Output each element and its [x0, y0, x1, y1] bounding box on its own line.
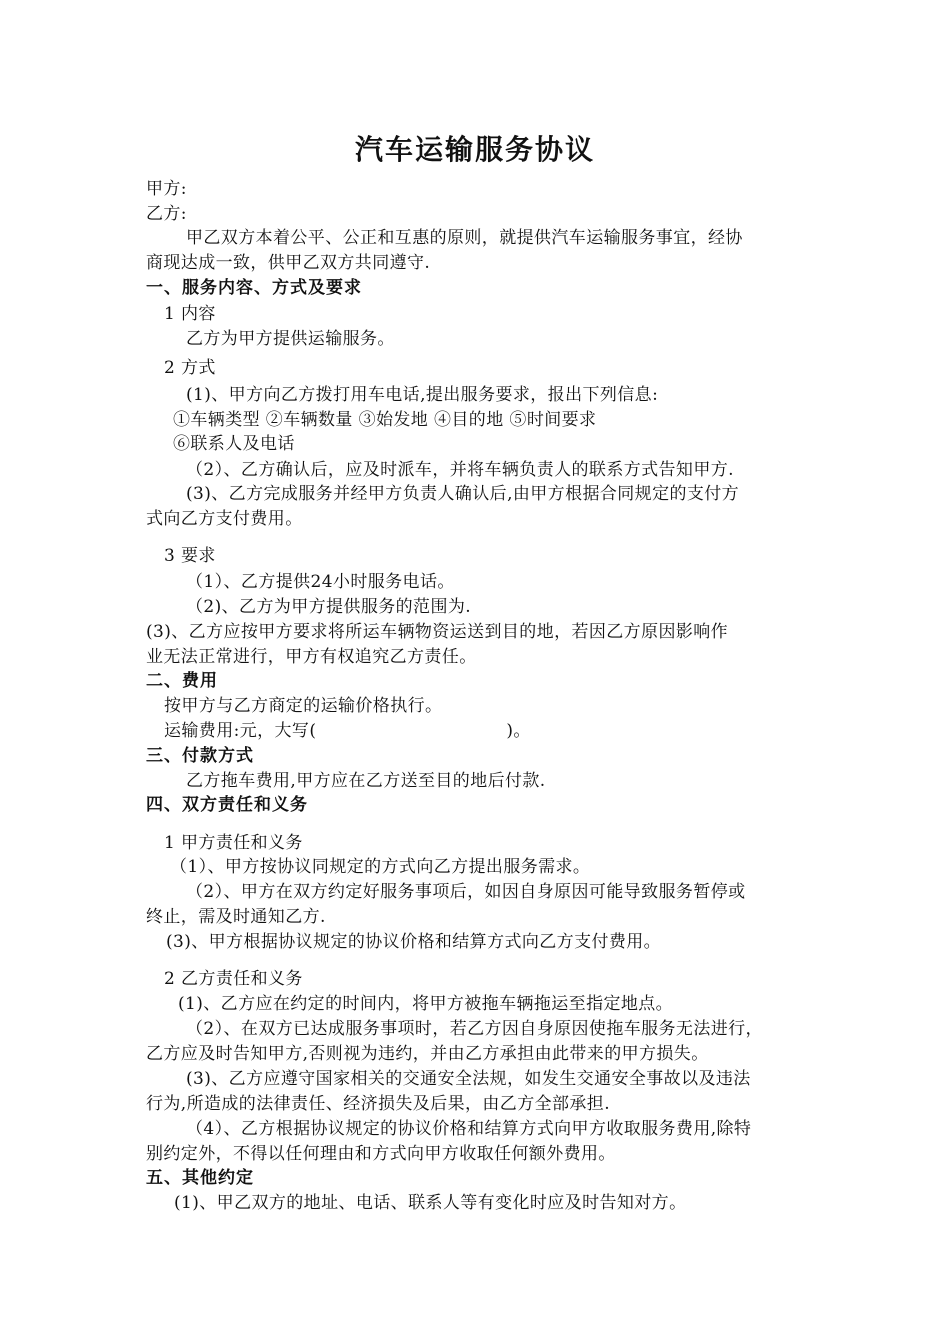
clause-4-1-item-3: (3)、甲方根据协议规定的协议价格和结算方式向乙方支付费用。 [166, 932, 662, 952]
clause-1-3-item-3-line-1: (3)、乙方应按甲方要求将所运车辆物资运送到目的地，若因乙方原因影响作 [146, 622, 729, 642]
payment-text: 乙方拖车费用,甲方应在乙方送至目的地后付款. [186, 771, 546, 791]
section-1-heading: 一、服务内容、方式及要求 [146, 278, 362, 298]
clause-1-2-item-2: （2）、乙方确认后，应及时派车，并将车辆负责人的联系方式告知甲方. [186, 460, 734, 480]
clause-1-3-item-1: （1）、乙方提供24小时服务电话。 [186, 572, 455, 592]
clause-4-1-item-2-line-2: 终止，需及时通知乙方. [146, 907, 326, 927]
intro-line-1: 甲乙双方本着公平、公正和互惠的原则，就提供汽车运输服务事宜，经协 [186, 228, 743, 248]
clause-1-2-item-3-line-1: (3)、乙方完成服务并经甲方负责人确认后,由甲方根据合同规定的支付方 [186, 484, 740, 504]
clause-1-2-info-list: ①车辆类型 ②车辆数量 ③始发地 ④目的地 ⑤时间要求 [173, 410, 597, 430]
party-a-label: 甲方: [146, 179, 187, 199]
section-3-heading: 三、付款方式 [146, 746, 254, 766]
clause-4-2-item-4-line-2: 别约定外，不得以任何理由和方式向甲方收取任何额外费用。 [146, 1144, 616, 1164]
clause-1-1-text: 乙方为甲方提供运输服务。 [186, 329, 395, 349]
clause-4-2-item-3-line-2: 行为,所造成的法律责任、经济损失及后果，由乙方全部承担. [146, 1094, 611, 1114]
clause-1-2-item-3-line-2: 式向乙方支付费用。 [146, 509, 303, 529]
intro-line-2: 商现达成一致，供甲乙双方共同遵守. [146, 253, 431, 273]
fee-rule: 按甲方与乙方商定的运输价格执行。 [164, 696, 443, 716]
clause-1-2-item-1: (1)、甲方向乙方拨打用车电话,提出服务要求，报出下列信息: [186, 385, 659, 405]
section-2-heading: 二、费用 [146, 671, 218, 691]
fee-amount-prefix: 运输费用:元，大写( [164, 721, 317, 741]
section-5-heading: 五、其他约定 [146, 1168, 254, 1188]
clause-4-2-item-2-line-1: （2）、在双方已达成服务事项时，若乙方因自身原因使拖车服务无法进行， [186, 1019, 763, 1039]
clause-1-3-title: 3 要求 [164, 546, 216, 566]
clause-1-1-title: 1 内容 [164, 304, 216, 324]
clause-4-2-item-1: (1)、乙方应在约定的时间内，将甲方被拖车辆拖运至指定地点。 [178, 994, 674, 1014]
clause-5-item-1: (1)、甲乙双方的地址、电话、联系人等有变化时应及时告知对方。 [174, 1193, 687, 1213]
fee-amount-line [164, 719, 531, 743]
clause-4-2-title: 2 乙方责任和义务 [164, 969, 303, 989]
clause-4-2-item-2-line-2: 乙方应及时告知甲方,否则视为违约，并由乙方承担由此带来的甲方损失。 [146, 1044, 709, 1064]
clause-4-2-item-3-line-1: (3)、乙方应遵守国家相关的交通安全法规，如发生交通安全事故以及违法 [186, 1069, 751, 1089]
clause-1-3-item-3-line-2: 业无法正常进行，甲方有权追究乙方责任。 [146, 647, 477, 667]
clause-1-2-info-list-2: ⑥联系人及电话 [173, 434, 295, 454]
clause-1-3-item-2: （2)、乙方为甲方提供服务的范围为. [186, 597, 472, 617]
fee-amount-suffix: )。 [506, 721, 531, 741]
clause-1-2-title: 2 方式 [164, 358, 216, 378]
clause-4-2-item-4-line-1: （4）、乙方根据协议规定的协议价格和结算方式向甲方收取服务费用,除特 [186, 1119, 752, 1139]
clause-4-1-item-2-line-1: （2）、甲方在双方约定好服务事项后，如因自身原因可能导致服务暂停或 [186, 882, 746, 902]
party-b-label: 乙方: [146, 204, 187, 224]
document-title: 汽车运输服务协议 [354, 133, 595, 166]
clause-4-1-item-1: （1）、甲方按协议同规定的方式向乙方提出服务需求。 [170, 857, 591, 877]
section-4-heading: 四、双方责任和义务 [146, 795, 308, 815]
clause-4-1-title: 1 甲方责任和义务 [164, 833, 303, 853]
